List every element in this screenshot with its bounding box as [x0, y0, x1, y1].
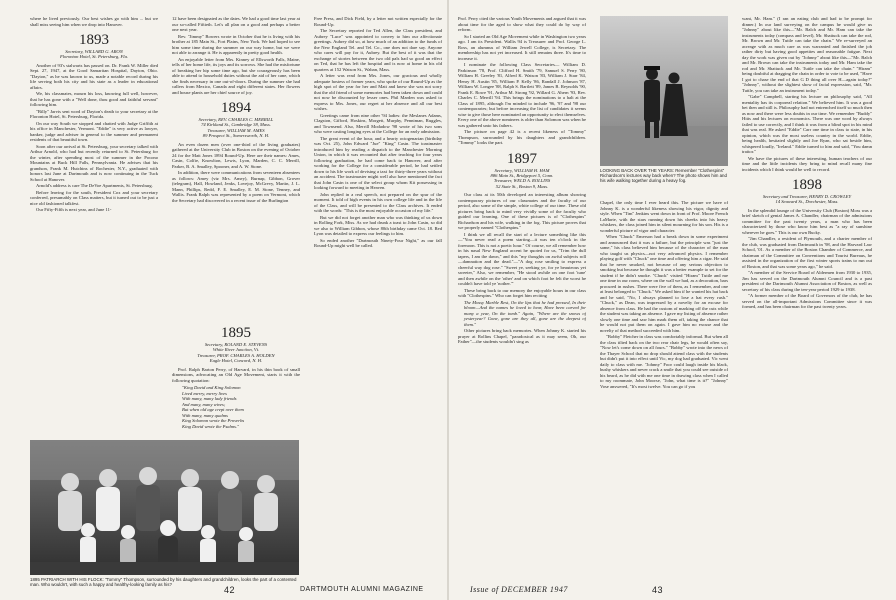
paragraph: We have the pictures of these interesting, human teachers of our time and the little incidents they bring to mind recall many fine incidents which I think would be well to record. — [742, 155, 872, 172]
family-photo-image — [30, 440, 299, 575]
poem-line: Lived merry, merry lives — [182, 390, 227, 396]
poem-line: With many, many lady friends — [182, 396, 237, 402]
poem-line: "King David and King Solomon — [182, 385, 241, 391]
paragraph: want, Mr. Ham." (I ran an eating club and had to be prompt for dinner.) In our land surveying on the campus he would give us "Johnny" about like this—"Mr. Balch and Mr. Ham can take the instruments today (compass and level), Mr. Shattuck can take the rod, Mr. Brown and Mr. Tuttle can take the chain." We re-surveyed an acreage with as much care as was warranted and finished the job rather dirty but having good appetites and reasonable fatigue. Next day the work was given out by "Johnny" about like this—"Mr. Balch and Mr. Brown can take the instruments today and Mr. Ham take the rod and Mr. Shattuck and Mr. Tuttle can take the chain." "Hiram" being doubtful at dragging the chain in order to vote to be used, "Have I got to chase the end of that G D thing all over H—again today?" "Johnny", without the slightest show of facial expression, said, "Mr. Tuttle, you can take an instrument today." — [742, 16, 872, 93]
class-year-1898: 1898 — [792, 177, 822, 193]
paragraph: An even dozen men (over one-third of the living graduates) gathered at the University Club in Boston on the evening of October 24 for the Matt Jones 1894 Round-Up. Here are their names: Ames, Casin, Colfie, Knowlton, Lewis, Lyon, Marden, C. C. Merrill, Parker, B. A. Smalley, Spooner, and A. W. Stone. — [172, 141, 300, 169]
right-column-3 — [742, 16, 872, 584]
secretary-1893: Secretary, WILLARD G. ARON — [65, 49, 123, 54]
paragraph: Other pictures bring back memories. When Johnny K. started his prayer at Rollins Chapel, "paradoxical as it may seem, Oh, our Father"—the students wouldn't sing as — [458, 328, 586, 345]
paragraph: I think we all recall the start of a lecture something like this—"You never read a poem starting—it was ten o'clock in the forenoon. This is not a poetic hour." Of course, we all remember how in his nasal New England accent he quoted for us, "Trim the dull tapers, I am the dawn," and this "my thoughts on awful subjects roll—damnation and the dead."—"A dog rose smiling to express a cheerful way dog rose." "Sweet ye, seeking ye, for ye beauteous yet sweeter," Also, we remember, "He stood awhile on one foot 'tune' and then awhile on the 'other' and on which foot he felt the worst he couldn't have told ye 'nother.'" — [458, 231, 586, 287]
treasurer-address-1895: Eagle Hotel, Concord, N. H. — [209, 358, 263, 364]
secretary-1894: Secretary, REV. CHARLES C. MERRILL — [198, 117, 274, 122]
secretary-1895: Secretary, ROLAND E. STEVENS — [204, 342, 268, 347]
left-column-1 — [30, 16, 158, 438]
section-1895 — [172, 320, 300, 438]
paragraph: A letter was read from Mrs. Jones, our gracious and wholly adequate hostess of former years, who spoke of our Round-Up as the high spot of the year for her and Matt and knew she was not sorry that the old friend of some memories had been taken down and could not now be discounted by lesser ones. Phil Marden was asked to express to Mrs. Jones, our regret at her absence and all our best wishes. — [314, 73, 442, 111]
treasurer-address-1894: 89 Prospect St., Somersworth, N. H. — [202, 133, 270, 139]
paragraph: In the splendid lounge of the University Club (Boston) Moss was a brief sketch of genial James A. Chandler, chairman of the admissions committee for the past twenty years, a man who has been characterized by those who know him best as "a ray of sunshine wherever he goes." This is our own Bucky. — [742, 207, 872, 235]
address-1893: Floronton Hotel, St. Petersburg, Fla. — [59, 54, 129, 60]
paragraph: Rev. "Jimmy" Bowers wrote in October that he is living with his brother at 185 Main St., Fort Plains, New York. We had hoped to see him some time during the summer on our way home, but we were not able to arrange it. He is apparently in pretty good health. — [172, 33, 300, 55]
paragraph: We, his classmates, mourn his loss, knowing full well, however, that he has gone with a "Well done, thou good and faithful servant" following him. — [30, 91, 158, 108]
paragraph: "Bobby" Fletcher in class was comfortably informal. But when all the class tilted back on the two rear chair legs, he would often say, "Now let's come down on all fours." "Bobby" wrote into the news of the Thayer School that no drop should attend class with the students but didn't put it into effect until Vic, my dog had graduated. Vic went daily to class with me. "Johnny" Foor could laugh inside his black, bushy whiskers and never crack a smile that you could see outside of his beard, as he did with me one time in drawing class when I called to my roommate, John Moorse, "John, what time is it?" "Johnny" Vose answered, "It's most twelve. You can go if you — [600, 334, 728, 389]
paragraph: Arnold's address is care The DeVoe Apartments, St. Petersburg. — [36, 183, 153, 189]
poem-line: King Solomon wrote the Proverbs — [182, 418, 245, 424]
poem-line: King David wrote the Psalms." — [182, 423, 240, 429]
paragraph: Greetings came from nine other '94 ladies: the Meslanes Adams, Clagston, Gifford, Hoskins, Morgett, Murphy, Penniman, Ruggles, and Townsend. Also, Merrill Modadow '98 wrote of his two sons who were casting longing eyes at the College for an early admission. — [314, 112, 442, 134]
spacer — [172, 0, 173, 1]
paragraph: Our class at its 50th developed an interesting album showing contemporary pictures of our classmates and the faculty of our period, also some of the simple, white college of our time. These old pictures bring back to mind very vividly some of the faculty who guided our learning. One of these pictures is of "Clothespins" Richardson and his wife, walking in the fog. This picture proves that we properly named "Clothespins." — [458, 192, 586, 231]
paragraph: The picture on page 42 is a recent likeness of "Tommy" Thompson, surrounded by his daughters and grandchildren. "Tommy" looks the part. — [458, 129, 586, 145]
paragraph: The Mossy Marble Rest, On the lips that he had pressed, In their bloom—And the names he loved to hear, Have been carved for many a year, On the tomb." Again, "Where are the snows of yesteryear? Gone, gone are they all, gone are the deepest of them." — [464, 299, 586, 327]
richardson-photo — [600, 16, 728, 166]
family-photo — [30, 440, 299, 575]
family-photo-caption: 1895 PATRIARCH WITH HIS FLOCK: "Tommy" Thompson, surrounded by his daughters and grandchildren, looks the part of a contented man. Who wouldn't, with such a happy and healthy-looking family as his? — [30, 577, 297, 588]
paragraph: But we did not forget another man who was thinking of us down in Rolling Fork, Miss. As we had drunk a toast to John Casin, so did we also to William Gibbon, whose 80th birthday came Oct. 18. Red Lyon was detailed to express our feelings to him. — [314, 214, 442, 236]
paragraph: "A member of the Service Board of Aldermen from 1930 to 1935, Jim has served on the Dartmouth Alumni Council and is a past president of the Dartmouth Alumni Association of Boston, as well as secretary of his class during the ten-year period 1929 to 1938. — [742, 270, 872, 292]
address-1897: 886 Main St., Bridgeport 5, Conn. — [490, 172, 554, 178]
paragraph: Soon after our arrival at St. Petersburg, your secretary talked with Arthur Arnold, who had but recently returned to St. Petersburg for the winter, after spending most of the summer in the Pocono Mountains at Buck Hill Falls, Pennsylvania. He advises that his grandson, Frank M. Hutchins of Rochester, N.Y., graduated with honors last June at Dartmouth and is now continuing in the Tuck School at Hanover. — [30, 143, 158, 182]
magazine-footer: DARTMOUTH ALUMNI MAGAZINE — [300, 586, 424, 593]
poem — [182, 385, 300, 429]
richardson-photo-caption: LOOKING BACK OVER THE YEARS: Remember "Clothespins" Richardson's lectures way back when? The photo shows him and his wife walking together during a heavy fog. — [600, 168, 727, 184]
address-1895: White River Junction, Vt. — [212, 347, 260, 353]
paragraph: Our Fifty-Fifth is next year, and June 11- — [36, 207, 112, 213]
paragraph: These bring back to our memory the enjoyable hours in our class with "Clothespins." Who can forget him reciting — [458, 287, 586, 299]
paragraph: John replied in a real speech, not prepared on the spur of the moment. It told of high events in his own college life and in the life of the Class, and will be presented to the Class archives. It ended with the words: "This is the most enjoyable occasion of my life." — [314, 191, 442, 213]
treasurer-address-1897: 52 State St., Boston 9, Mass. — [495, 183, 549, 189]
address-1894: 74 Kirkland St., Cambridge 38, Mass. — [201, 122, 271, 128]
paragraph: "A former member of the Board of Governors of the club, he has served on the all-important Admissions Committee since it was formed, and has been chairman for the past twenty years. — [742, 293, 872, 310]
right-column-2 — [600, 200, 728, 594]
poem-line: And many, many wives; — [182, 401, 226, 407]
class-year-1893: 1893 — [79, 32, 109, 48]
poem-line: With many, many qualms — [182, 412, 228, 418]
right-column-1 — [458, 16, 586, 594]
paragraph: Chapel, the only time I ever heard this. The picture we have of Johnny K. is a wonderful likeness showing his vigor, dignity and style. When "Tim" Jenkins went down in front of Prof. Moore French LaMarte, with the stars running down his cheeks into his heavy whiskers, the class joined him in silent mourning for his son. His is a wonderful picture of vigor and character. — [600, 200, 728, 233]
left-column-3 — [314, 16, 442, 594]
paragraph: So I started an Old Age Movement while in Washington two years ago. I am its President. Wallis 94 is Treasurer and Prof. George L. Ross, an alumnus of William Jewell College, is Secretary. The membership has not yet increased. It still remains three. It's time to increase it. — [458, 33, 586, 61]
page-gutter — [447, 0, 449, 600]
paragraph: In addition, there were communications from seventeen absentees as follows: Amey (viz Mrs. Amey), Burnap, Gibbon, Grover (telegram), Hall, Howland, Jenks, Lovejoy, McGrevy, Martin, J. L. Mann, Phillips, Redd, F. E. Smalley, E. M. Stone, Tenney, and Wallis. Frank Ralph was represented by a poem on Vermont, which the Secretary had discovered in a recent issue of the Burlington — [172, 170, 300, 203]
paragraph: Prof. Ralph Barton Perry, of Harvard, in his thin book of small dimensions, advocating an Old Age Movement, starts it with the following quotation: — [172, 366, 300, 383]
paragraph: I nominate the following Class Secretaries— William D. Parkinson '78, Prof. Clifford H. Smith '79, Samuel S. Perry '80, William H. Greeley '81, Alfred K. Watson '83, William J. Starr '84, Henry H. Austin '85, William P. Kelly '86, Randall J. Johnson '87, William W. Longee '88, Ralph S. Bartlett '89, James B. Reynolds '90, Frank E. Rowe '91, Arthur M. Strong '92, Willard G. Ahern '93, Rev. Charles C. Merrill '94. This brings the nominations to a halt at the Class of 1895, although I'm minded to include '96, '97 and '98 our contemporaries; but before increasing the list of candidates it seems wise to give those here nominated an opportunity to elect themselves. Every one of the above nominees is older than Solomon was when he was gathered unto his fathers. — [458, 62, 586, 128]
left-page-number: 42 — [224, 585, 236, 595]
secretary-1898: Secretary and Treasurer, HENRY D. CROWLEY — [762, 194, 852, 199]
class-year-1897: 1897 — [507, 150, 537, 167]
paragraph: So ended another "Dartmouth Ninety-Four Night," as our fall Round-Up might well be called. — [314, 237, 442, 248]
poem-line: But when old age crept over them — [182, 407, 244, 413]
paragraph: The great event of the hour, and a hearty octogenarian (birthday was Oct. 25), John Edward "Jue" "King" Casin. The toastmaster introduced him by reading a dispatch to the Manchester Morning Union, in which it was recounted that after teaching for four years following graduation, he had come back to Hanover, and after working for the College for a considerable period, he had settled down to his life work of devising a taxi for thirty-three years without an accident. The toastmaster might well also have mentioned the fact that John Casin is one of the select group whom Kit possessing in looking forward to meeting in Heaven. — [314, 135, 442, 190]
class-year-1894: 1894 — [221, 100, 251, 116]
paragraph: Before leaving for the south, President Cox and your secretary conferred, presumably on Class matters, but it turned out to be just a nice old fashioned talkfest. — [30, 189, 158, 206]
issue-label: Issue of DECEMBER 1947 — [470, 585, 568, 594]
paragraph: The Secretary reported for Ted Allen, the Class president, and Aubrey "Luce" was appointed to convey to him our affectionate greetings. Aubrey did so, at how much of an addition to the funds of the New England Tel. and Tel. Co., one does not dare say. Anyone who cares will pay for it, Aubrey. But the best of it was that the exchange of stories between the two old pals had so good an effect on Ted, that he has left the hospital and is now at home in his old quarters at 152 Watson St., Waban, Mass. — [314, 28, 442, 72]
paragraph: When "Chuck" Emerson had a break down in some experiment and announced that it was a failure, but the principle was "just the same," his class believed him because of the character of the man who taught us physics—not very advanced physics. I remember playing golf with "Chuck" one time and offering him a cigar. He said that he never smoked, not because of any serious objection to smoking but because he thought it was a better example to set for the student if he didn't smoke. "Chuck" visited "Hiram" Tuttle and me one time in our room, where on the wall we had, as a decoration, bars procured in rushes. There were five of them, as I remember, and one at least belonged to "Chuck." We asked him if he wanted his hat back and he said, "No, I always planned to lose a hat every rush." "Chuck," as Dean, was impressed by a novelty for an excuse for absence from class. He had the custom of marking off the cuts while the student was taking an absence. I gave my listing of absence rather slowly one time and saw him mark them off, taking the chance that he would not put them on again. I gave him no excuse and the novelty of that method succeeded with him. — [600, 234, 728, 333]
paragraph: Free Press, and Dick Field, by a letter not written especially for the Round-Up. — [314, 16, 442, 27]
paragraph: 12 have been designated as the dates. We had a good time last year at our so-called Fiftieth. Let's all plan on a good and perhaps a better one next year. — [172, 16, 300, 32]
class-year-1895: 1895 — [221, 325, 251, 341]
paragraph: "Gabe" Campbell, starting his lecture on philosophy said, "All mentality has its corporeal relation." We believed him. It was a good bet then and still is. Philosophy had not entrenched itself so much then as now and there were less doubts in our time. We remember "Buddy" Hitts and his lectures on economics. There was one word by always failed to use correctly, and I think it was from a blind spot in his mind that was real. He asked "Eddie" Carr one time in class to state, in his opinion, which was the most useless country in the world. Eddie, being health, hesitated slightly and Joe Ryan, who sat beside him, whispered loudly, "Ireland." Eddie turned to him and said, "You damn traitor." — [742, 94, 872, 154]
secretary-1897: Secretary, WILLIAM H. HAM — [494, 167, 550, 173]
right-page-number: 43 — [652, 585, 664, 595]
treasurer-1894: Treasurer, WILLIAM M. AMES — [207, 127, 265, 133]
intro-paragraph: where he lived previously. Our best wishes go with him ... but we shall miss seeing him when we drop into Hanover. — [30, 16, 158, 27]
paragraph: "Jim Chandler, a resident of Plymouth, and a charter member of the club, was graduated from Dartmouth in '98, and the Harvard Law School, '01. As a member of the Boston Chamber of Commerce, and chairman of the Committee on Conventions and Tourist Bureaus, he assisted in the organization of the first winter sports trains to run out of Boston, and that was some years ago," he said. — [742, 236, 872, 269]
address-1898: 14 Seaward St., Dorchester, Mass. — [775, 199, 839, 205]
paragraph: Another of 93's stalwarts has passed on. Dr. Frank W. Miller died Sept. 27, 1947, at the Good Samaritan Hospital, Dayton, Ohio. "Dayton," as he was known to us, made a notable record during his life serving both his city and his state as a leader in educational affairs. — [30, 62, 158, 90]
paragraph: Prof. Perry cited the various Youth Movements and argued that it was about time for the aged to show what they could do by way of reform. — [458, 16, 586, 32]
treasurer-1897: Treasurer, WELD A. ROLLINS — [493, 178, 551, 184]
paragraph: An enjoyable letter from Mrs. Kinney of Ellsworth Falls, Maine, tells of her home life, its joys and its sorrows. She had the misfortune of breaking her hip some time ago, but she courageously has been able to attend to household duties without the aid of her cane, which she finds necessary in one out-of-doors. During the summer she had callers from Mexico, Canada and eight different states. Her flowers and house plants are her chief source of joy. — [172, 56, 300, 95]
paragraph: On our way South we stopped and chatted with Judge Griffith at his office in Manchester, Vermont. "Eddie" is very active as lawyer, banker, judge and adviser in general to the summer and permanent residents of that beautiful town. — [30, 120, 158, 143]
paragraph: "Billy" Jarvis sent word of Dayton's death to your secretary at the Floronton Hotel, St. Petersburg, Florida. — [30, 108, 158, 120]
treasurer-1895: Treasurer, PROF. CHARLES A. HOLDEN — [197, 352, 275, 358]
richardson-photo-image — [600, 16, 728, 166]
